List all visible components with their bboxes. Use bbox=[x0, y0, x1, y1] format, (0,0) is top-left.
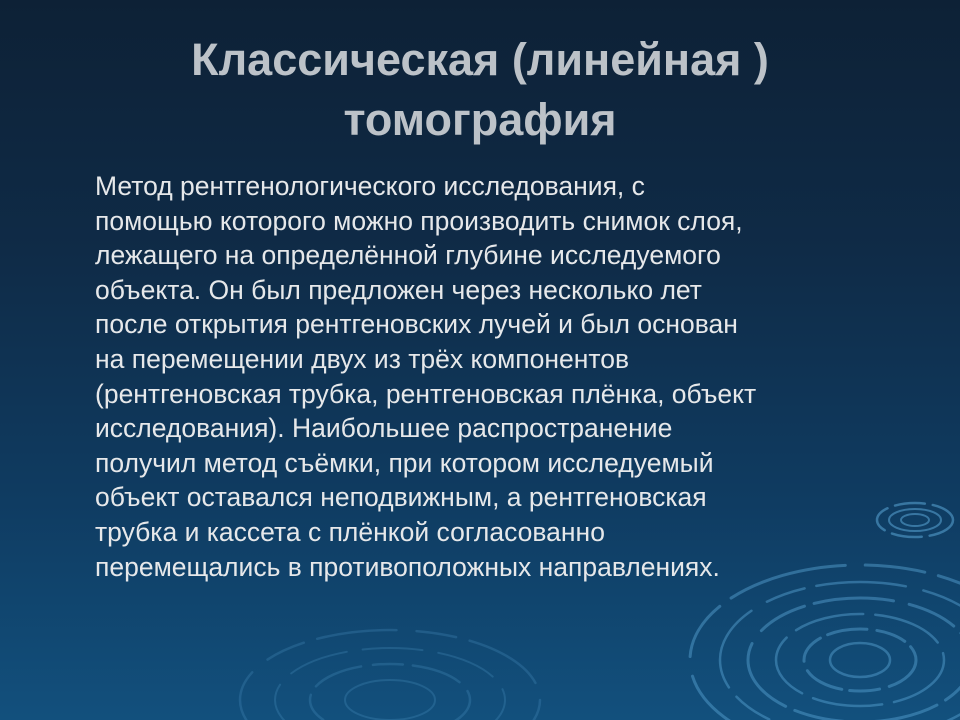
slide-title-line-2: томография bbox=[343, 94, 617, 145]
slide-title bbox=[60, 30, 900, 150]
body-line: объект оставался неподвижным, а рентгеновская bbox=[95, 482, 707, 513]
ripple-faint-icon bbox=[240, 630, 540, 720]
slide-body-text bbox=[95, 169, 925, 584]
body-line: объекта. Он был предложен через несколько лет bbox=[95, 274, 702, 305]
body-line: исследования). Наибольшее распространение bbox=[95, 413, 673, 444]
body-line: лежащего на определённой глубине исследуемого bbox=[95, 240, 721, 271]
body-line: получил метод съёмки, при котором исследуемый bbox=[95, 447, 714, 478]
body-line: на перемещении двух из трёх компонентов bbox=[95, 343, 630, 374]
slide-title-line-1: Классическая (линейная ) bbox=[191, 34, 769, 85]
body-line: Метод рентгенологического исследования, с bbox=[95, 171, 645, 201]
body-line: трубка и кассета с плёнкой согласованно bbox=[95, 516, 605, 547]
body-line: после открытия рентгеновских лучей и был основан bbox=[95, 309, 738, 340]
body-line: (рентгеновская трубка, рентгеновская плёнка, объект bbox=[95, 378, 757, 409]
body-line: помощью которого можно производить снимок слоя, bbox=[95, 205, 743, 236]
body-line: перемещались в противоположных направлениях. bbox=[95, 551, 720, 582]
ripple-large-icon bbox=[690, 565, 960, 720]
